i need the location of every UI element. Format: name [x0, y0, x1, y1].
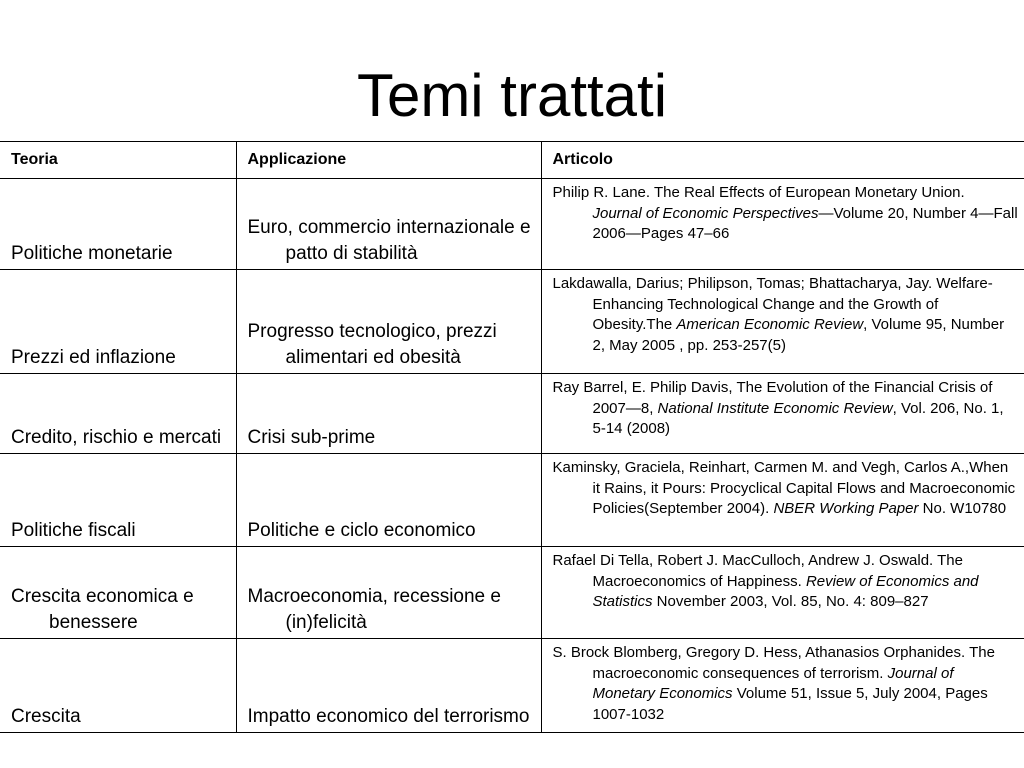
column-header-teoria: Teoria	[0, 142, 236, 179]
journal-name: NBER Working Paper	[773, 500, 919, 517]
teoria-cell: Prezzi ed inflazione	[0, 270, 236, 374]
applicazione-cell: Crisi sub-prime	[236, 374, 541, 454]
journal-name: Journal of Economic Perspectives	[592, 204, 819, 222]
journal-name: National Institute Economic Review	[657, 399, 893, 417]
journal-name: American Economic Review	[676, 316, 864, 333]
slide-title: Temi trattati	[356, 62, 668, 129]
applicazione-cell: Impatto economico del terrorismo	[236, 639, 541, 733]
articolo-cell: Kaminsky, Graciela, Reinhart, Carmen M. and Vegh, Carlos A.,When it Rains, it Pours: Procyclical Capital Flows and Macroeconomic Policies(September 2004). NBER Working Paper No. W10780	[541, 454, 1024, 547]
table-row	[0, 374, 1024, 454]
table-row	[0, 547, 1024, 639]
column-header-articolo: Articolo	[541, 142, 1024, 179]
teoria-cell: Crescita	[0, 639, 236, 733]
articolo-cell: S. Brock Blomberg, Gregory D. Hess, Athanasios Orphanides. The macroeconomic consequences of terrorism. Journal of Monetary Economics Volume 51, Issue 5, July 2004, Pages 1007-1032	[541, 639, 1024, 733]
teoria-cell: Credito, rischio e mercati	[0, 374, 236, 454]
table-row	[0, 270, 1024, 374]
table-row	[0, 454, 1024, 547]
column-header-applicazione: Applicazione	[236, 142, 541, 179]
applicazione-cell: Politiche e ciclo economico	[236, 454, 541, 547]
journal-name: Review of Economics and Statistics	[592, 572, 979, 610]
applicazione-cell: Macroeconomia, recessione e (in)felicità	[236, 547, 541, 639]
table-header-row	[0, 142, 1024, 179]
table-row	[0, 179, 1024, 270]
teoria-cell: Politiche monetarie	[0, 179, 236, 270]
articolo-cell: Rafael Di Tella, Robert J. MacCulloch, Andrew J. Oswald. The Macroeconomics of Happiness. Review of Economics and Statistics November 2003, Vol. 85, No. 4: 809–827	[541, 547, 1024, 639]
articolo-cell: Lakdawalla, Darius; Philipson, Tomas; Bhattacharya, Jay. Welfare-Enhancing Technological Change and the Growth of Obesity.The American Economic Review, Volume 95, Number 2, May 2005 , pp. 253-257(5)	[541, 270, 1024, 374]
applicazione-cell: Progresso tecnologico, prezzi alimentari ed obesità	[236, 270, 541, 374]
teoria-cell: Politiche fiscali	[0, 454, 236, 547]
applicazione-cell: Euro, commercio internazionale e patto di stabilità	[236, 179, 541, 270]
teoria-cell: Crescita economica e benessere	[0, 547, 236, 639]
journal-name: Journal of Monetary Economics	[592, 664, 954, 702]
articolo-cell: Philip R. Lane. The Real Effects of European Monetary Union. Journal of Economic Perspectives—Volume 20, Number 4—Fall 2006—Pages 47–66	[541, 179, 1024, 270]
topics-table	[0, 141, 1024, 733]
table-row	[0, 639, 1024, 733]
articolo-cell: Ray Barrel, E. Philip Davis, The Evolution of the Financial Crisis of 2007—8, National Institute Economic Review, Vol. 206, No. 1, 5-14 (2008)	[541, 374, 1024, 454]
